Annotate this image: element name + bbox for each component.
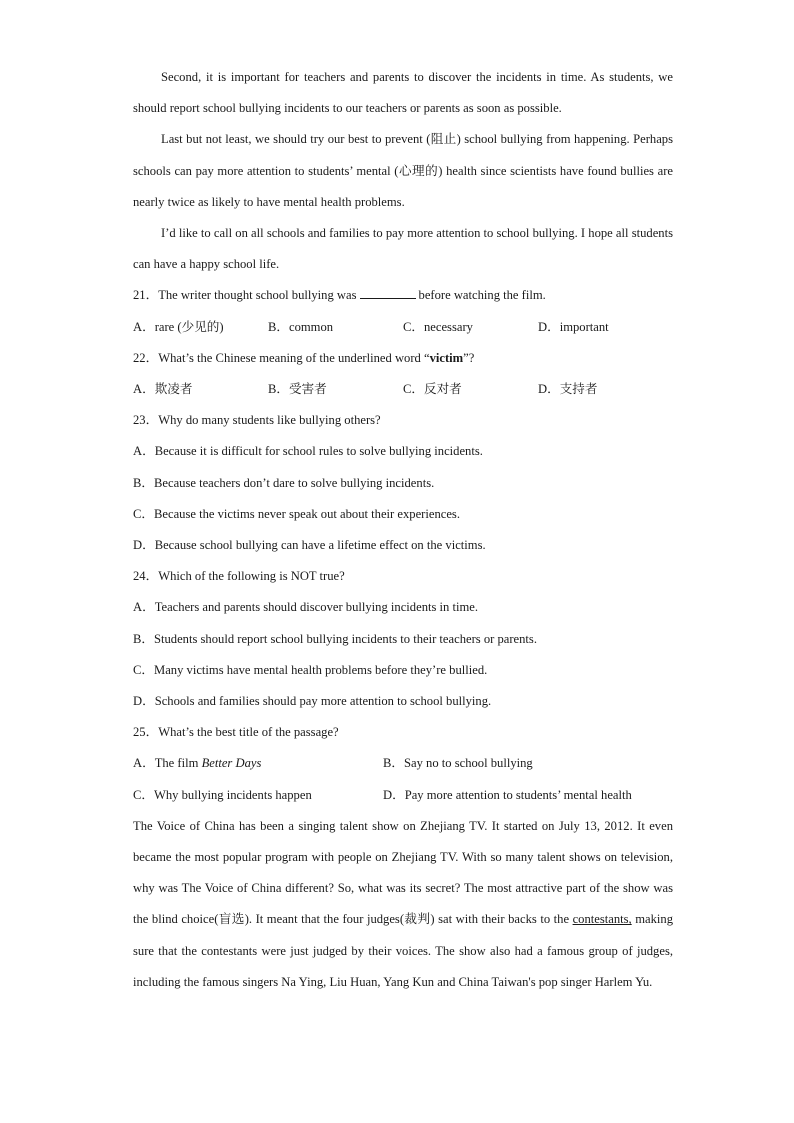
paragraph-voice-of-china: The Voice of China has been a singing talent show on Zhejiang TV. It started on July 13, 2012. It even became the most popular program with people on Zhejiang TV. With so many talent shows on television, why was The Voice of China different? So, what was its secret? The most attractive part of the show was the blind choice(盲选). It meant that the four judges(裁判) sat with their backs to the contestants, making sure that the contestants were just judged by their voices. The show also had a famous group of judges, including the famous singers Na Ying, Liu Huan, Yang Kun and China Taiwan's pop singer Harlem Yu. <box>133 818 673 989</box>
paragraph-last-but-not-least: Last but not least, we should try our best to prevent (阻止) school bullying from happening. Perhaps schools can pay more attention to students’ mental (心理的) health since scientists have found bullies are nearly twice as likely to have mental health problems. <box>133 132 673 209</box>
word-contestants: contestants, <box>572 912 632 927</box>
document-page <box>133 62 673 998</box>
option-b[interactable]: B．受害者 <box>268 382 327 397</box>
question-23-stem: 23．Why do many students like bullying others? <box>133 413 381 428</box>
option-d[interactable]: D．Pay more attention to students’ mental health <box>383 787 632 802</box>
answer-blank[interactable] <box>360 286 416 299</box>
option-d[interactable]: D．Because school bullying can have a lifetime effect on the victims. <box>133 538 486 553</box>
option-c[interactable]: C．Why bullying incidents happen <box>133 787 312 802</box>
question-22-options <box>133 374 673 405</box>
question-24-stem: 24．Which of the following is NOT true? <box>133 569 345 584</box>
question-21-options <box>133 312 673 343</box>
option-a[interactable]: A．Teachers and parents should discover bullying incidents in time. <box>133 600 479 615</box>
option-a[interactable]: A．Because it is difficult for school rules to solve bullying incidents. <box>133 444 483 459</box>
question-25-stem: 25．What’s the best title of the passage? <box>133 725 339 740</box>
option-d[interactable]: D．Schools and families should pay more attention to school bullying. <box>133 694 492 709</box>
question-22-stem: 22．What’s the Chinese meaning of the underlined word “victim”? <box>133 350 475 365</box>
option-b[interactable]: B．Say no to school bullying <box>383 756 533 771</box>
question-21-stem: 21．The writer thought school bullying was before watching the film. <box>133 288 546 303</box>
option-c[interactable]: C．necessary <box>403 319 473 334</box>
question-25-options-cd <box>133 780 673 811</box>
option-d[interactable]: D．支持者 <box>538 382 598 397</box>
option-b[interactable]: B．Students should report school bullying incidents to their teachers or parents. <box>133 631 537 646</box>
question-25-options-ab <box>133 748 673 779</box>
option-c[interactable]: C．Many victims have mental health problems before they’re bullied. <box>133 662 488 677</box>
option-c[interactable]: C．反对者 <box>403 382 462 397</box>
option-a[interactable]: A．The film Better Days <box>133 756 262 771</box>
option-a[interactable]: A．欺凌者 <box>133 382 193 397</box>
option-b[interactable]: B．Because teachers don’t dare to solve bullying incidents. <box>133 475 435 490</box>
word-victim: victim <box>429 350 464 365</box>
option-a[interactable]: A．rare (少见的) <box>133 319 224 334</box>
option-c[interactable]: C．Because the victims never speak out about their experiences. <box>133 506 460 521</box>
paragraph-second: Second, it is important for teachers and parents to discover the incidents in time. As students, we should report school bullying incidents to our teachers or parents as soon as possible. <box>133 70 673 116</box>
option-d[interactable]: D．important <box>538 319 609 334</box>
option-b[interactable]: B．common <box>268 319 334 334</box>
paragraph-call-on: I’d like to call on all schools and families to pay more attention to school bullying. I hope all students can have a happy school life. <box>133 226 673 272</box>
